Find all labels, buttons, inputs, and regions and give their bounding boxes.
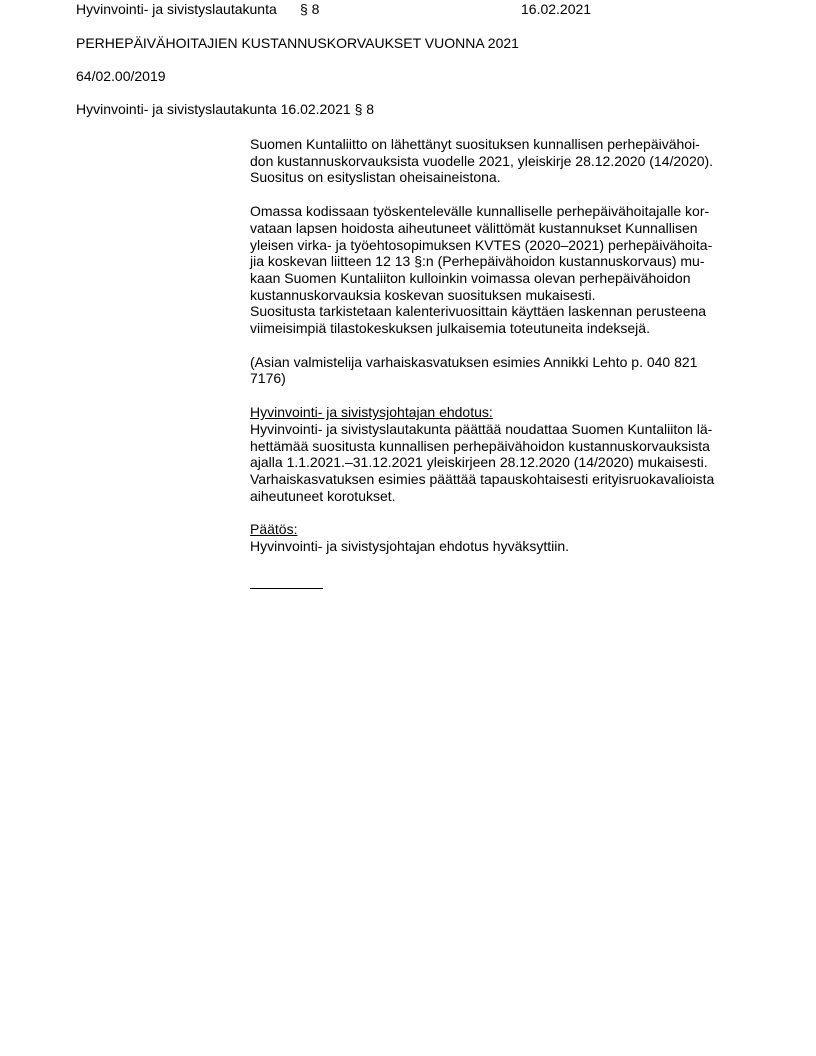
end-rule	[250, 572, 323, 589]
text-line: Varhaiskasvatuksen esimies päättää tapauskohtaisesti erityisruokavalioista	[250, 470, 715, 487]
text-line: aiheutuneet korotukset.	[250, 487, 396, 504]
paragraph-recommendation	[250, 136, 740, 186]
decision-text: Hyvinvointi- ja sivistysjohtajan ehdotus hyväksyttiin.	[250, 538, 570, 555]
meeting-reference: Hyvinvointi- ja sivistyslautakunta 16.02.2021 § 8	[76, 101, 375, 117]
text-line: jia koskevan liitteen 12 13 §:n (Perhepäivähoidon kustannuskorvaus) mu-	[250, 253, 705, 270]
document-body	[250, 136, 740, 589]
decision-heading: Päätös:	[250, 521, 298, 538]
text-line: Hyvinvointi- ja sivistyslautakunta päättää noudattaa Suomen Kuntaliiton lä-	[250, 420, 713, 437]
paragraph-proposal	[250, 404, 740, 504]
paragraph-decision	[250, 521, 740, 554]
text-line: (Asian valmistelija varhaiskasvatuksen esimies Annikki Lehto p. 040 821	[250, 353, 698, 370]
text-line: kustannuskorvauksia koskevan suosituksen mukaisesti.	[250, 286, 596, 303]
diary-number: 64/02.00/2019	[76, 68, 166, 84]
text-line: yleisen virka- ja työehtosopimuksen KVTES (2020–2021) perhepäivähoita-	[250, 236, 713, 253]
text-line: vataan lapsen hoidosta aiheutuneet välittömät kustannukset Kunnallisen	[250, 219, 698, 236]
document-title: PERHEPÄIVÄHOITAJIEN KUSTANNUSKORVAUKSET VUONNA 2021	[76, 35, 519, 51]
header-board: Hyvinvointi- ja sivistyslautakunta	[76, 1, 277, 17]
paragraph-preparer	[250, 354, 740, 387]
text-line: Suomen Kuntaliitto on lähettänyt suosituksen kunnallisen perhepäivähoi-	[250, 136, 700, 152]
text-line: Omassa kodissaan työskentelevälle kunnalliselle perhepäivähoitajalle kor-	[250, 203, 710, 220]
text-line: kaan Suomen Kuntaliiton kulloinkin voimassa olevan perhepäivähoidon	[250, 269, 691, 286]
text-line: viimeisimpiä tilastokeskuksen julkaisemia toteutuneita indeksejä.	[250, 320, 650, 337]
text-line: 7176)	[250, 370, 286, 387]
text-line: Suositus on esityslistan oheisaineistona.	[250, 169, 501, 186]
proposal-heading: Hyvinvointi- ja sivistysjohtajan ehdotus:	[250, 404, 493, 421]
text-line: hettämää suositusta kunnallisen perhepäivähoidon kustannuskorvauksista	[250, 437, 710, 454]
text-line: Suositusta tarkistetaan kalenterivuosittain käyttäen laskennan perusteena	[250, 303, 707, 320]
header-section-number: § 8	[300, 1, 320, 17]
paragraph-compensation	[250, 203, 740, 337]
text-line: ajalla 1.1.2021.–31.12.2021 yleiskirjeen 28.12.2020 (14/2020) mukaisesti.	[250, 454, 708, 471]
header-date: 16.02.2021	[521, 1, 592, 17]
text-line: don kustannuskorvauksista vuodelle 2021, yleiskirje 28.12.2020 (14/2020).	[250, 152, 714, 169]
